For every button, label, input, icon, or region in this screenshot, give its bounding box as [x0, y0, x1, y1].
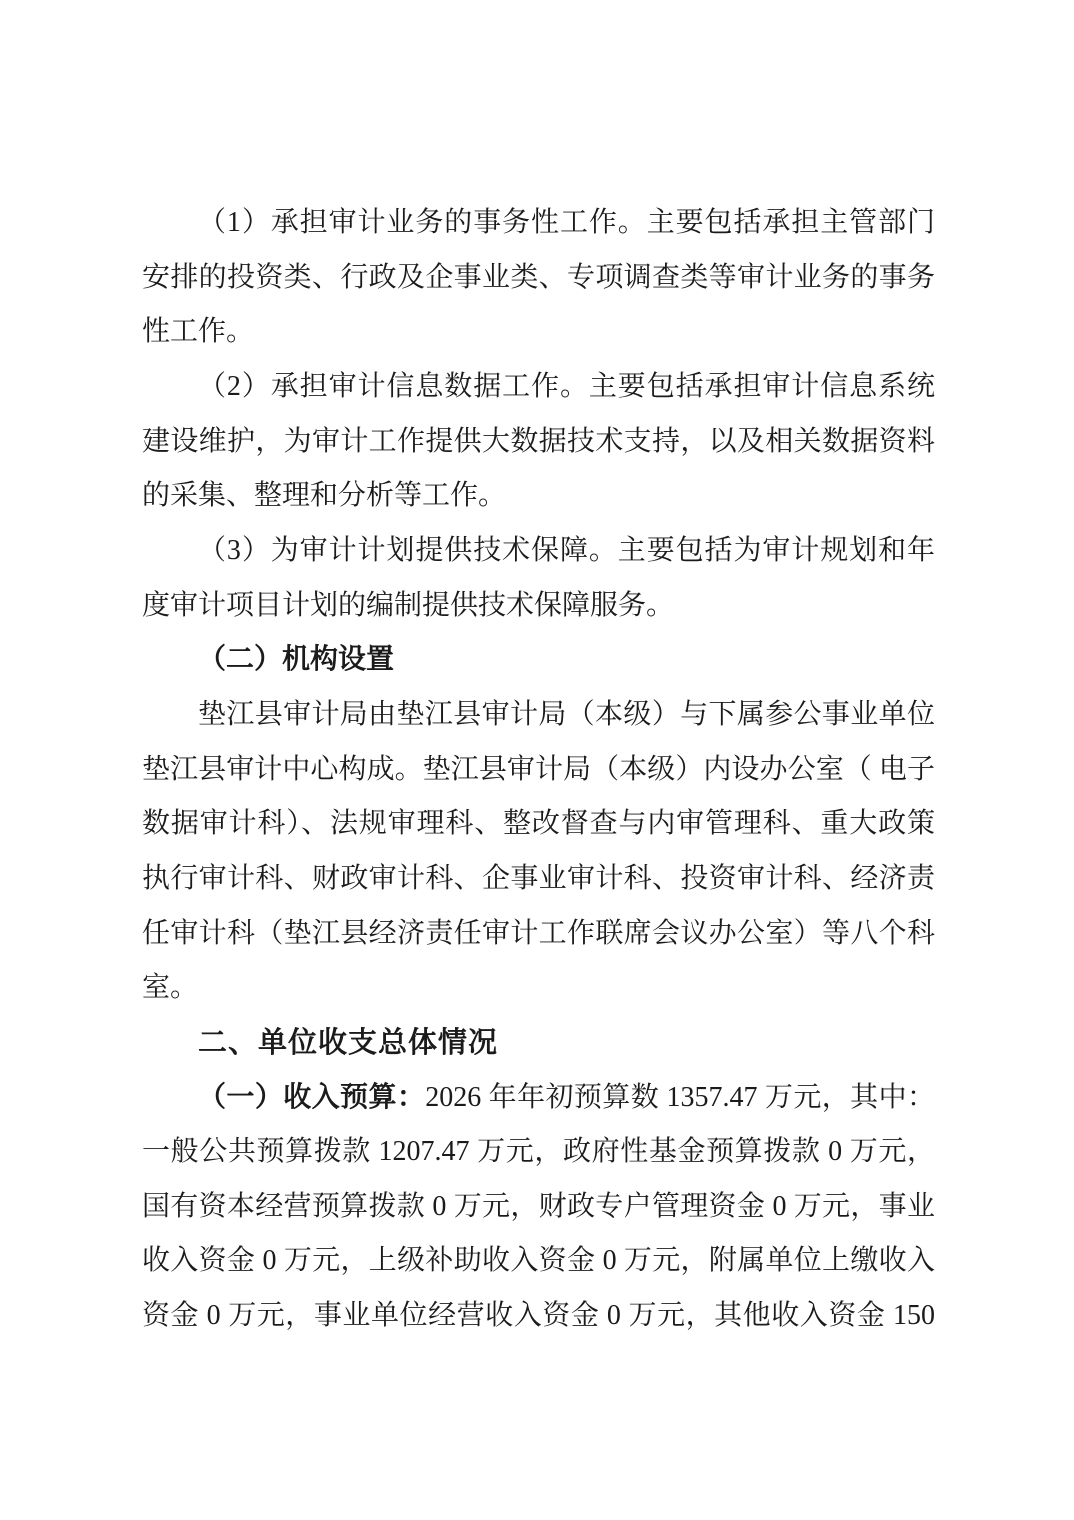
document-body: [142, 196, 935, 1344]
text-run: （2）承担审计信息数据工作。主要包括承担审计信息系统建设维护，为审计工作提供大数据技术支持，以及相关数据资料的采集、整理和分析等工作。: [142, 370, 935, 512]
paragraph: [142, 524, 935, 633]
text-run: 2026 年年初预算数 1357.47 万元，其中：一般公共预算拨款 1207.47 万元，政府性基金预算拨款 0 万元，国有资本经营预算拨款 0 万元，财政专户管理资金 0 万元，事业收入资金 0 万元，上级补助收入资金 0 万元，附属单位上缴收入资金 0 万元，事业单位经营收入资金 0 万元，其他收入资金 150: [142, 1081, 935, 1332]
section-heading: [142, 1016, 935, 1071]
paragraph: [142, 1071, 935, 1344]
paragraph: [142, 196, 935, 360]
bold-text-run: （二）机构设置: [198, 644, 395, 676]
bold-text-run: 二、单位收支总体情况: [198, 1026, 499, 1059]
sub-section-heading: [142, 633, 935, 688]
paragraph: [142, 688, 935, 1016]
text-run: （3）为审计计划提供技术保障。主要包括为审计规划和年度审计项目计划的编制提供技术保障服务。: [142, 534, 935, 621]
text-run: （1）承担审计业务的事务性工作。主要包括承担主管部门安排的投资类、行政及企事业类、专项调查类等审计业务的事务性工作。: [142, 207, 935, 348]
bold-text-run: （一）收入预算：: [198, 1081, 426, 1113]
text-run: 垫江县审计局由垫江县审计局（本级）与下属参公事业单位垫江县审计中心构成。垫江县审计局（本级）内设办公室（ 电子数据审计科）、法规审理科、整改督查与内审管理科、重大政策执行审计科、财政审计科、企事业审计科、投资审计科、经济责任审计科（垫江县经济责任审计工作联席会议办公室）等八个科室。: [142, 698, 935, 1004]
paragraph: [142, 360, 935, 524]
